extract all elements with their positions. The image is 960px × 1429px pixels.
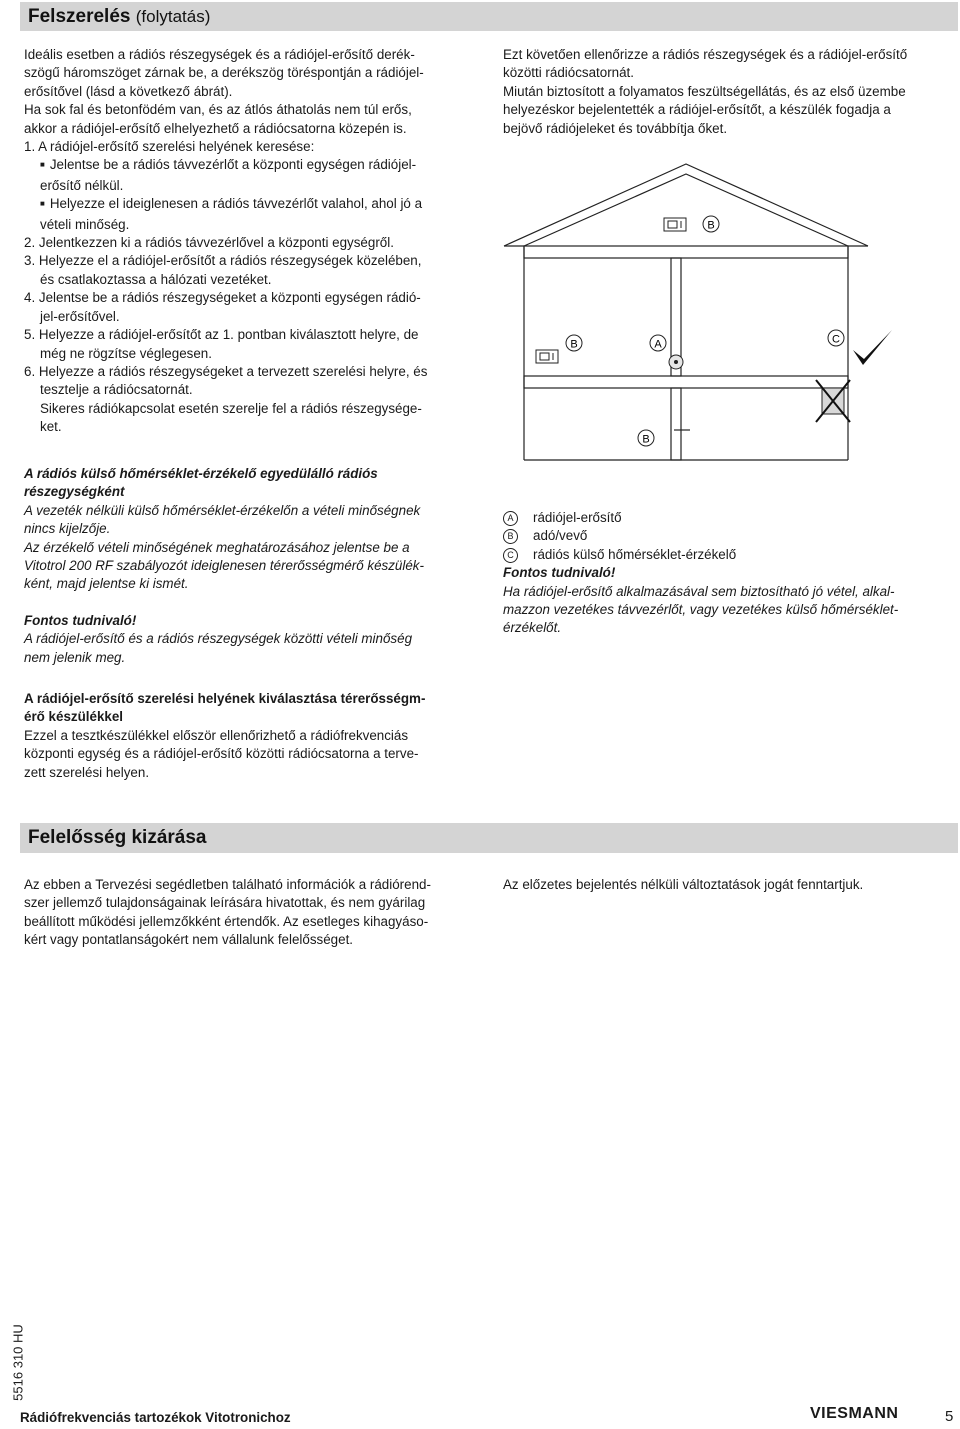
- text-line: Az ebben a Tervezési segédletben található információk a rádiórend-: [24, 877, 431, 892]
- legend-item-a: A rádiójel-erősítő: [503, 509, 958, 527]
- text-line: nem jelenik meg.: [24, 649, 126, 665]
- callout-b-room: [566, 335, 582, 351]
- text-line: Ideális esetben a rádiós részegységek és a rádiójel-erősítő derék-: [24, 47, 415, 62]
- text-line: mazzon vezetékes távvezérlőt, vagy vezetékes külső hőmérséklet-: [503, 602, 899, 618]
- text-line: Az előzetes bejelentés nélküli változtatások jogát fenntartjuk.: [503, 877, 864, 892]
- text-line: Miután biztosított a folyamatos feszültségellátás, és az első üzembe: [503, 83, 906, 99]
- legend-item-c: C rádiós külső hőmérséklet-érzékelő: [503, 546, 958, 564]
- disclaimer-left: [24, 876, 484, 950]
- viessmann-logo: VIESMANN: [810, 1405, 899, 1422]
- text-line: A vezeték nélküli külső hőmérséklet-érzékelőn a vételi minőségnek: [24, 502, 421, 518]
- step-3: 3. Helyezze el a rádiójel-erősítőt a rádiós részegységek közelében,: [24, 253, 422, 269]
- text-line: nincs kijelzője.: [24, 521, 111, 537]
- text-line: közötti rádiócsatornát.: [503, 65, 634, 81]
- svg-text:B: B: [707, 219, 715, 232]
- text-line: A rádiójel-erősítő és a rádiós részegységek közötti vételi minőség: [24, 631, 413, 647]
- text-line: jel-erősítővel.: [40, 308, 120, 324]
- callout-b-attic: [703, 216, 719, 232]
- text-line: szögű háromszöget zárnak be, a derékszög töréspontján a rádiójel-: [24, 65, 424, 81]
- callout-a: [650, 335, 666, 351]
- text-line: helyezéskor bejelentették a rádiójel-erősítőt, a készülék fogadja a: [503, 102, 891, 118]
- checkmark-icon: [853, 330, 892, 365]
- bullet-icon: [40, 157, 50, 172]
- text-line: Ha rádiójel-erősítő alkalmazásával sem biztosítható jó vétel, alkal-: [503, 583, 895, 599]
- text-line: bejövő rádiójeleket és továbbítja őket.: [503, 120, 728, 136]
- step-1: 1. A rádiójel-erősítő szerelési helyének keresése:: [24, 139, 315, 155]
- text-line: vételi minőség.: [40, 216, 130, 232]
- note-heading: Fontos tudnivaló!: [24, 612, 137, 628]
- footer-title: Rádiófrekvenciás tartozékok Vitotronichoz: [20, 1410, 291, 1425]
- legend-key: C: [503, 548, 518, 563]
- attic-slab: [524, 246, 848, 258]
- page-number: 5: [945, 1408, 954, 1425]
- doc-number: 5516 310 HU: [10, 1324, 26, 1401]
- section-heading: A rádiójel-erősítő szerelési helyének kiválasztása térerősségm-: [24, 691, 426, 706]
- text-line: erősítő nélkül.: [40, 177, 124, 193]
- text-line: Az érzékelő vételi minőségének meghatározásához jelentse be a: [24, 539, 410, 555]
- attic-transceiver-icon: [664, 218, 686, 231]
- callout-b-lower: [638, 430, 654, 446]
- text-line: Ezzel a tesztkészülékkel először ellenőrizhető a rádiófrekvenciás: [24, 727, 409, 743]
- repeater-icon: [669, 355, 683, 369]
- text-line: akkor a rádiójel-erősítő elhelyezhető a rádiócsatorna közepén is.: [24, 120, 407, 136]
- text-line: szer jellemző tulajdonságainak leírására hivatottak, és nem gyárilag: [24, 895, 426, 911]
- text-line: és csatlakoztassa a hálózati vezetéket.: [40, 271, 272, 287]
- text-line: kért vagy pontatlanságokért nem vállalunk felelősséget.: [24, 932, 354, 948]
- lower-wall: [671, 388, 681, 460]
- text-line: beállított működési jellemzőkként értendők. Az esetleges kihagyáso-: [24, 913, 429, 929]
- disclaimer-right: [503, 876, 958, 894]
- legend-item-b: B adó/vevő: [503, 527, 958, 545]
- floor-slab: [524, 376, 848, 388]
- text-line: még ne rögzítse véglegesen.: [40, 345, 212, 361]
- legend-key: B: [503, 529, 518, 544]
- roof-outline: [504, 164, 868, 246]
- text-line: Ha sok fal és betonfödém van, és az átlós áthatolás nem túl erős,: [24, 102, 412, 118]
- text-line: központi egység és a rádiójel-erősítő közötti rádiócsatorna a terve-: [24, 746, 419, 762]
- text-line: tesztelje a rádiócsatornát.: [40, 382, 193, 398]
- house-diagram: [496, 160, 896, 470]
- text-line: érzékelőt.: [503, 620, 562, 636]
- callout-c: [828, 330, 844, 346]
- svg-text:A: A: [654, 338, 662, 351]
- external-sensor-section: [24, 465, 484, 667]
- right-column: [503, 46, 958, 138]
- bullet-icon: [40, 196, 50, 211]
- step-5: 5. Helyezze a rádiójel-erősítőt az 1. pontban kiválasztott helyre, de: [24, 327, 419, 343]
- roof-inner: [524, 174, 848, 246]
- step-6: 6. Helyezze a rádiós részegységeket a tervezett szerelési helyre, és: [24, 363, 428, 379]
- legend-key: A: [503, 511, 518, 526]
- text-line: Sikeres rádiókapcsolat esetén szerelje fel a rádiós részegysége-: [40, 400, 422, 416]
- text-line: ként, majd jelentse ki ismét.: [24, 576, 189, 592]
- bullet-item: ■ Jelentse be a rádiós távvezérlőt a központi egységen rádiójel-: [24, 156, 484, 176]
- bullet-item: ■ Helyezze el ideiglenesen a rádiós távvezérlőt valahol, ahol jó a: [24, 195, 484, 215]
- step-4: 4. Jelentse be a rádiós részegységeket a központi egységen rádió-: [24, 290, 421, 306]
- selection-section: [24, 690, 484, 782]
- text-line: Ezt követően ellenőrizze a rádiós részegységek és a rádiójel-erősítő: [503, 47, 908, 62]
- sensor-crossed-icon: [816, 380, 850, 422]
- section-heading: A rádiós külső hőmérséklet-érzékelő egyedülálló rádiós: [24, 466, 378, 481]
- section-heading: részegységként: [24, 484, 125, 500]
- left-column: [24, 46, 484, 437]
- section-heading: érő készülékkel: [24, 709, 124, 725]
- svg-text:B: B: [642, 433, 650, 446]
- note-heading: Fontos tudnivaló!: [503, 565, 616, 581]
- text-line: Vitotrol 200 RF szabályozót ideiglenesen térerősségmérő készülék-: [24, 558, 424, 574]
- page-title: Felszerelés: [28, 6, 131, 27]
- svg-text:C: C: [832, 333, 840, 346]
- step-2: 2. Jelentkezzen ki a rádiós távvezérlővel a központi egységről.: [24, 235, 394, 251]
- disclaimer-header: [20, 823, 958, 853]
- text-line: erősítővel (lásd a következő ábrát).: [24, 83, 233, 99]
- page-header: [20, 2, 958, 31]
- page-subtitle: (folytatás): [135, 7, 211, 26]
- room-transceiver-icon: [536, 350, 558, 363]
- text-line: zett szerelési helyen.: [24, 764, 150, 780]
- diagram-legend: [503, 509, 958, 638]
- svg-text:B: B: [570, 338, 578, 351]
- disclaimer-title: Felelősség kizárása: [28, 827, 207, 848]
- text-line: ket.: [40, 419, 62, 435]
